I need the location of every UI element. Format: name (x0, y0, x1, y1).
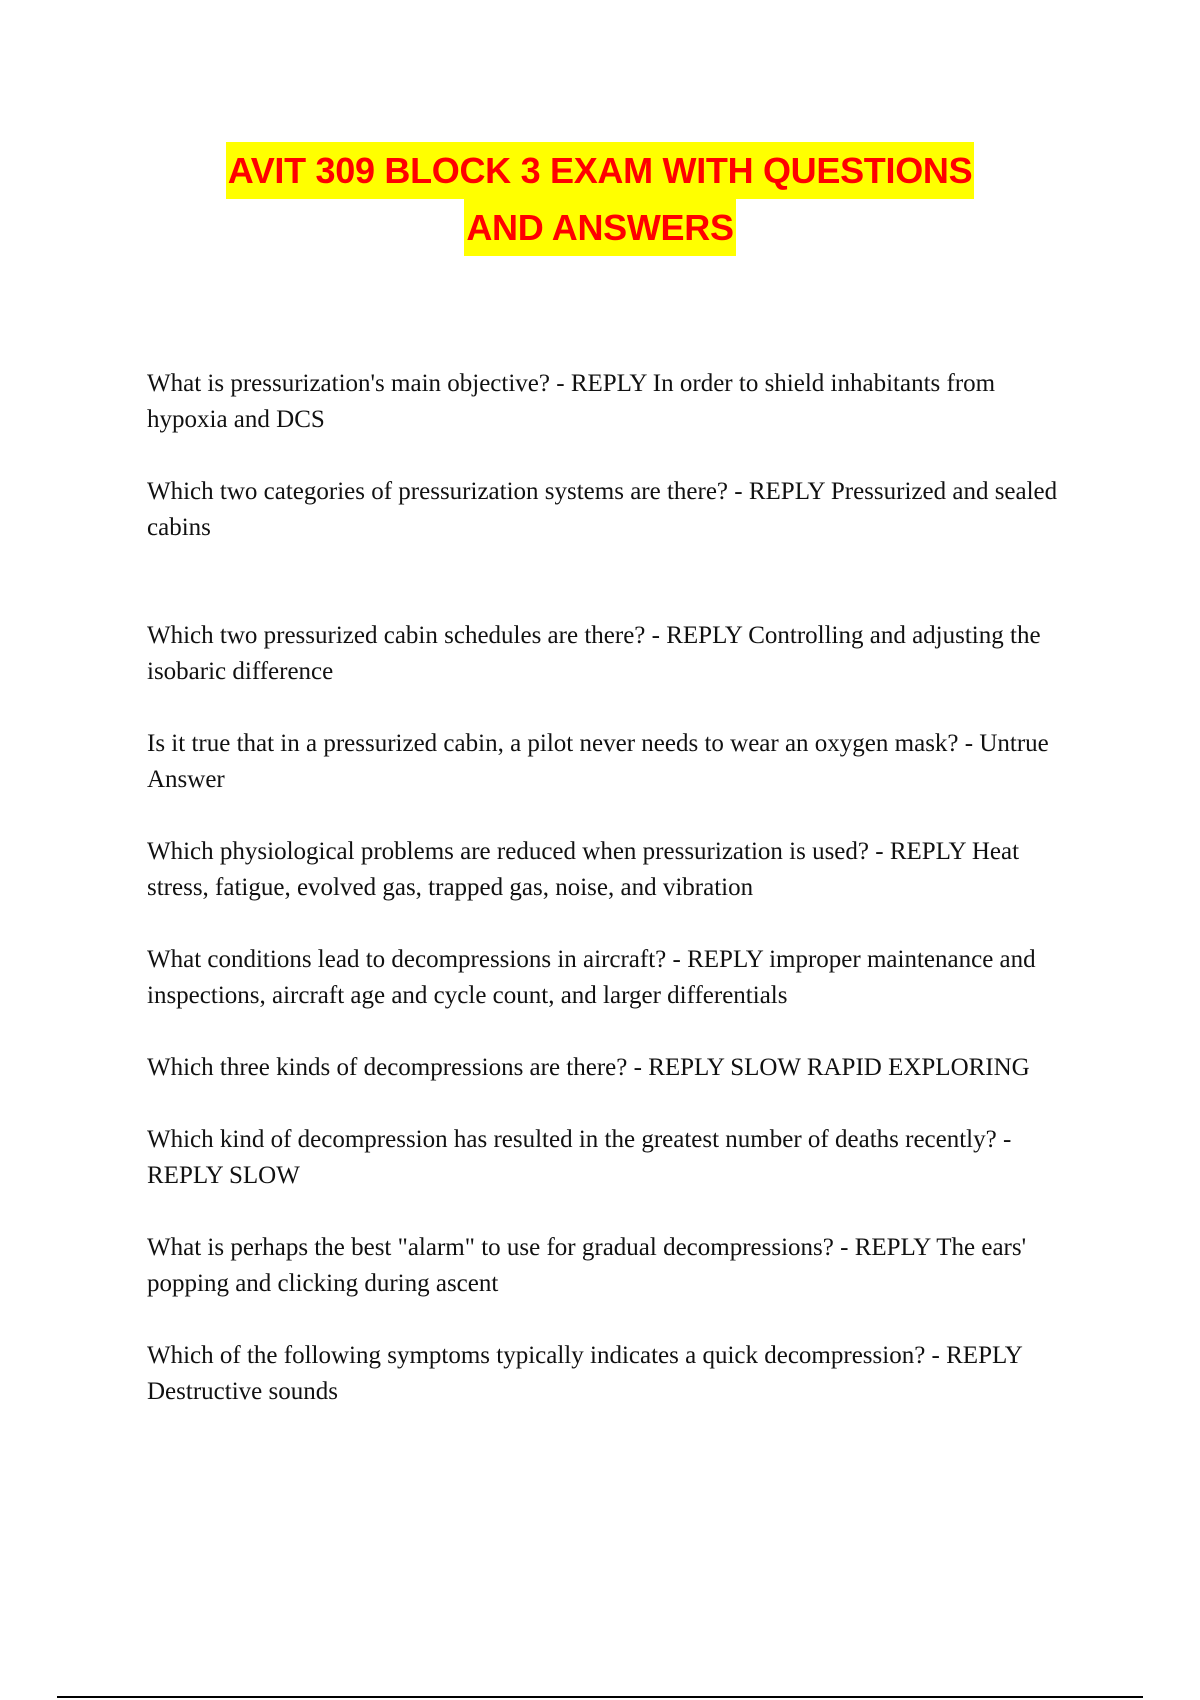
qa-item: What is pressurization's main objective? - REPLY In order to shield inhabitants from hypoxia and DCS (147, 370, 996, 433)
document-title (100, 142, 1100, 256)
qa-list (147, 366, 1067, 1446)
qa-item: Which two categories of pressurization systems are there? - REPLY Pressurized and sealed cabins (147, 478, 1058, 541)
qa-item: Which kind of decompression has resulted in the greatest number of deaths recently? - REPLY SLOW (147, 1126, 1012, 1189)
qa-item: Which physiological problems are reduced when pressurization is used? - REPLY Heat stress, fatigue, evolved gas, trapped gas, noise, and vibration (147, 838, 1020, 901)
title-line-2: AND ANSWERS (464, 199, 735, 256)
title-line-1: AVIT 309 BLOCK 3 EXAM WITH QUESTIONS (226, 142, 975, 199)
qa-item: Which two pressurized cabin schedules are there? - REPLY Controlling and adjusting the isobaric difference (147, 622, 1041, 685)
qa-item: What conditions lead to decompressions in aircraft? - REPLY improper maintenance and inspections, aircraft age and cycle count, and larger differentials (147, 946, 1036, 1009)
qa-item: Is it true that in a pressurized cabin, a pilot never needs to wear an oxygen mask? - Untrue Answer (147, 730, 1049, 793)
qa-item: Which three kinds of decompressions are there? - REPLY SLOW RAPID EXPLORING (147, 1054, 1030, 1081)
footer-divider (57, 1696, 1143, 1698)
qa-item: What is perhaps the best "alarm" to use for gradual decompressions? - REPLY The ears' popping and clicking during ascent (147, 1234, 1027, 1297)
qa-item: Which of the following symptoms typically indicates a quick decompression? - REPLY Destructive sounds (147, 1342, 1022, 1405)
